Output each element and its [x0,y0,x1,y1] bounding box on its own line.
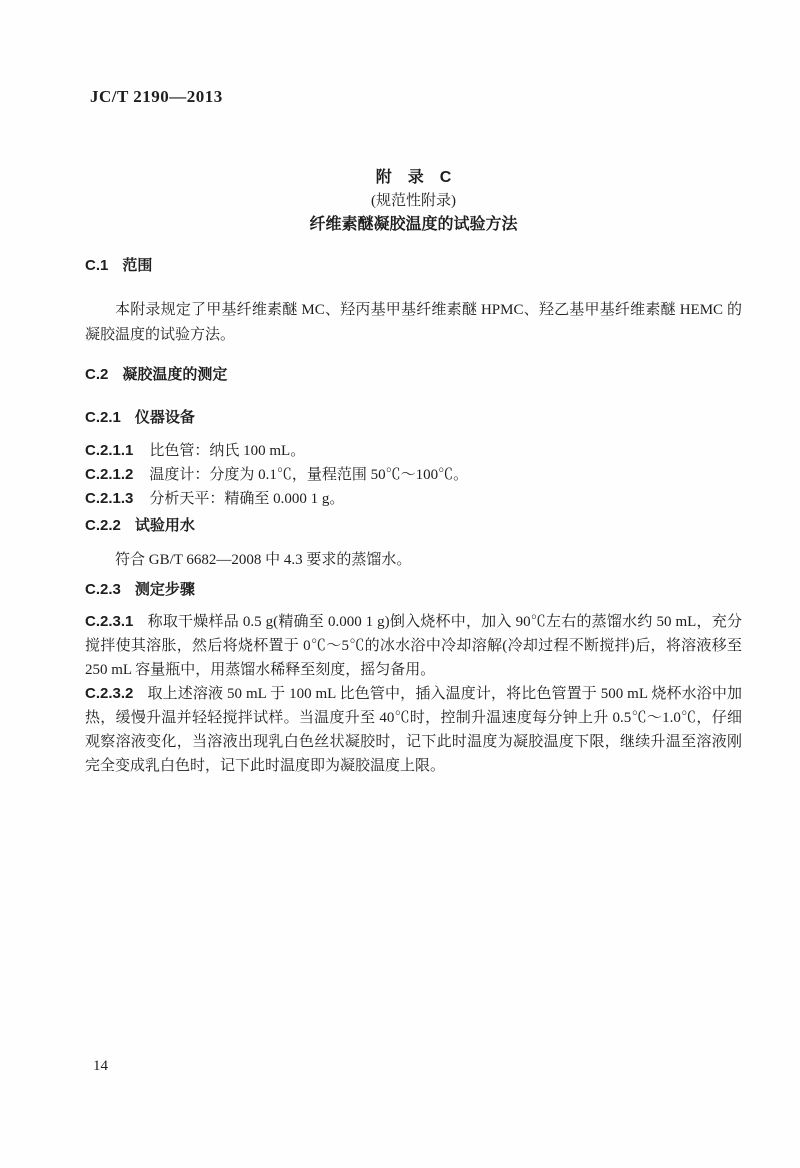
list-item-c212 [85,463,742,487]
section-number: C.2.2 [85,517,121,534]
appendix-name: 纤维素醚凝胶温度的试验方法 [309,216,518,233]
section-title: 范围 [122,257,153,274]
clause-text: 称取干燥样品 0.5 g(精确至 0.000 1 g)倒入烧杯中，加入 90℃左右的蒸馏水约 50 mL，充分搅拌使其溶胀，然后将烧杯置于 0℃～5℃的冰水浴中冷却溶解(冷却过程不断搅拌)后，将溶液移至 250 mL 容量瓶中，用蒸馏水稀释至刻度，摇匀备用。 [85,614,742,678]
section-heading-c1 [85,256,742,276]
section-heading-c23 [85,580,742,600]
section-number: C.2 [85,366,109,383]
page-number: 14 [93,1058,108,1074]
section-heading-c22 [85,516,742,536]
list-item-c211 [85,439,742,463]
section-title: 凝胶温度的测定 [122,366,228,383]
clause-text: 温度计：分度为 0.1℃，量程范围 50℃～100℃。 [149,467,469,483]
section-number: C.1 [85,257,109,274]
section-heading-c2 [85,365,742,385]
running-header-doc-number: JC/T 2190—2013 [90,87,223,106]
page-content [85,166,742,778]
list-item-c213 [85,487,742,511]
appendix-subtitle: (规范性附录) [371,193,456,209]
section-title: 试验用水 [134,517,195,534]
clause-text: 取上述溶液 50 mL 于 100 mL 比色管中，插入温度计，将比色管置于 500 mL 烧杯水浴中加热，缓慢升温并轻轻搅拌试样。当温度升至 40℃时，控制升温速度每分钟上升 0.5℃～1.0℃，仔细观察溶液变化，当溶液出现乳白色丝状凝胶时，记下此时温度为凝胶温度下限，继续升温至溶液刚完全变成乳白色时，记下此时温度即为凝胶温度上限。 [85,686,742,774]
paragraph-test-water: 符合 GB/T 6682—2008 中 4.3 要求的蒸馏水。 [115,552,412,568]
clause-number: C.2.1.1 [85,442,134,459]
clause-number: C.2.3.2 [85,685,134,702]
clause-number: C.2.1.2 [85,466,134,483]
appendix-title-block [85,166,742,237]
equipment-list [85,439,742,511]
section-title: 测定步骤 [134,581,195,598]
appendix-title: 附 录 C [375,169,452,186]
section-title: 仪器设备 [134,409,195,426]
paragraph-c232 [85,682,742,778]
clause-number: C.2.1.3 [85,490,134,507]
section-number: C.2.1 [85,409,121,426]
section-heading-c21 [85,408,742,428]
clause-number: C.2.3.1 [85,613,134,630]
section-number: C.2.3 [85,581,121,598]
paragraph-c231 [85,610,742,682]
clause-text: 分析天平：精确至 0.000 1 g。 [149,491,345,507]
paragraph-scope: 本附录规定了甲基纤维素醚 MC、羟丙基甲基纤维素醚 HPMC、羟乙基甲基纤维素醚 HEMC 的凝胶温度的试验方法。 [85,302,742,343]
clause-text: 比色管：纳氏 100 mL。 [149,443,306,459]
